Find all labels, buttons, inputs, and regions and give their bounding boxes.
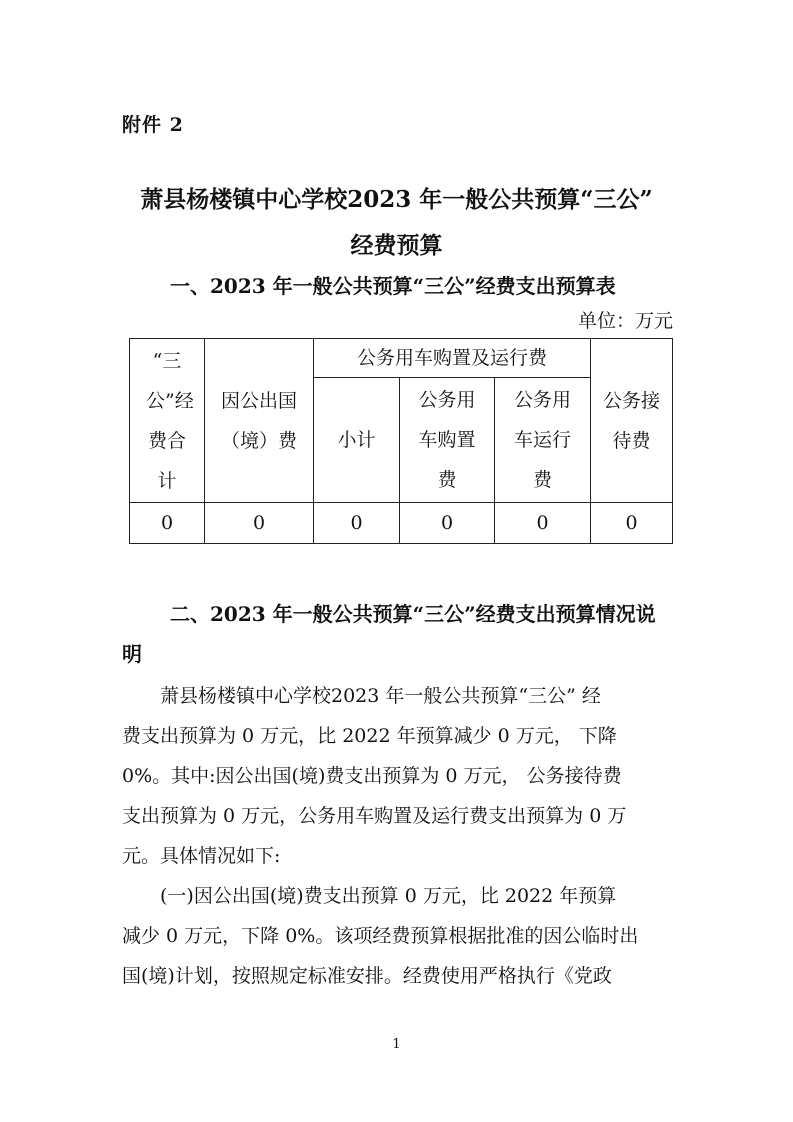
header-total: “三公”经费合计: [130, 339, 205, 503]
section2-heading-line1: 二、2023 年一般公共预算“三公”经费支出预算情况说: [170, 602, 656, 626]
paragraph-line: 支出预算为 0 万元，公务用车购置及运行费支出预算为 0 万: [122, 805, 627, 827]
header-reception: 公务接待费: [591, 339, 673, 503]
header-vehicle-operation: 公务用车运行费: [495, 378, 591, 503]
paragraph-line: 减少 0 万元，下降 0%。该项经费预算根据批准的因公临时出: [122, 925, 639, 947]
cell-abroad: 0: [205, 503, 314, 544]
paragraph-line: 元。具体情况如下:: [122, 845, 281, 867]
table-header-row: [130, 339, 673, 378]
page-number: 1: [392, 1037, 401, 1052]
header-vehicle-purchase: 公务用车购置费: [400, 378, 495, 503]
section1-heading: 一、2023 年一般公共预算“三公”经费支出预算表: [170, 274, 616, 298]
paragraph-line: 0%。其中:因公出国(境)费支出预算为 0 万元， 公务接待费: [122, 765, 622, 787]
paragraph-abroad: [122, 876, 674, 996]
header-abroad: 因公出国（境）费: [205, 339, 314, 503]
cell-vehicle-purchase: 0: [400, 503, 495, 544]
header-subtotal: 小计: [314, 378, 400, 503]
section2-heading-line2: 明: [122, 642, 142, 666]
cell-total: 0: [130, 503, 205, 544]
table-row: [130, 503, 673, 544]
budget-table: [129, 338, 673, 544]
document-title-line2: 经费预算: [350, 232, 443, 259]
attachment-label: 附件 2: [122, 114, 184, 136]
cell-reception: 0: [591, 503, 673, 544]
document-title-line1: 萧县杨楼镇中心学校2023 年一般公共预算“三公”: [140, 186, 653, 213]
unit-label: 单位：万元: [577, 310, 673, 332]
header-vehicle-group: 公务用车购置及运行费: [314, 339, 591, 378]
paragraph-summary: [122, 676, 674, 876]
cell-subtotal: 0: [314, 503, 400, 544]
cell-vehicle-operation: 0: [495, 503, 591, 544]
paragraph-line: 国(境)计划，按照规定标准安排。经费使用严格执行《党政: [122, 965, 612, 987]
paragraph-line: 萧县杨楼镇中心学校2023 年一般公共预算“三公” 经: [160, 685, 601, 707]
paragraph-line: 费支出预算为 0 万元，比 2022 年预算减少 0 万元， 下降: [122, 725, 617, 747]
paragraph-line: (一)因公出国(境)费支出预算 0 万元，比 2022 年预算: [160, 885, 617, 907]
